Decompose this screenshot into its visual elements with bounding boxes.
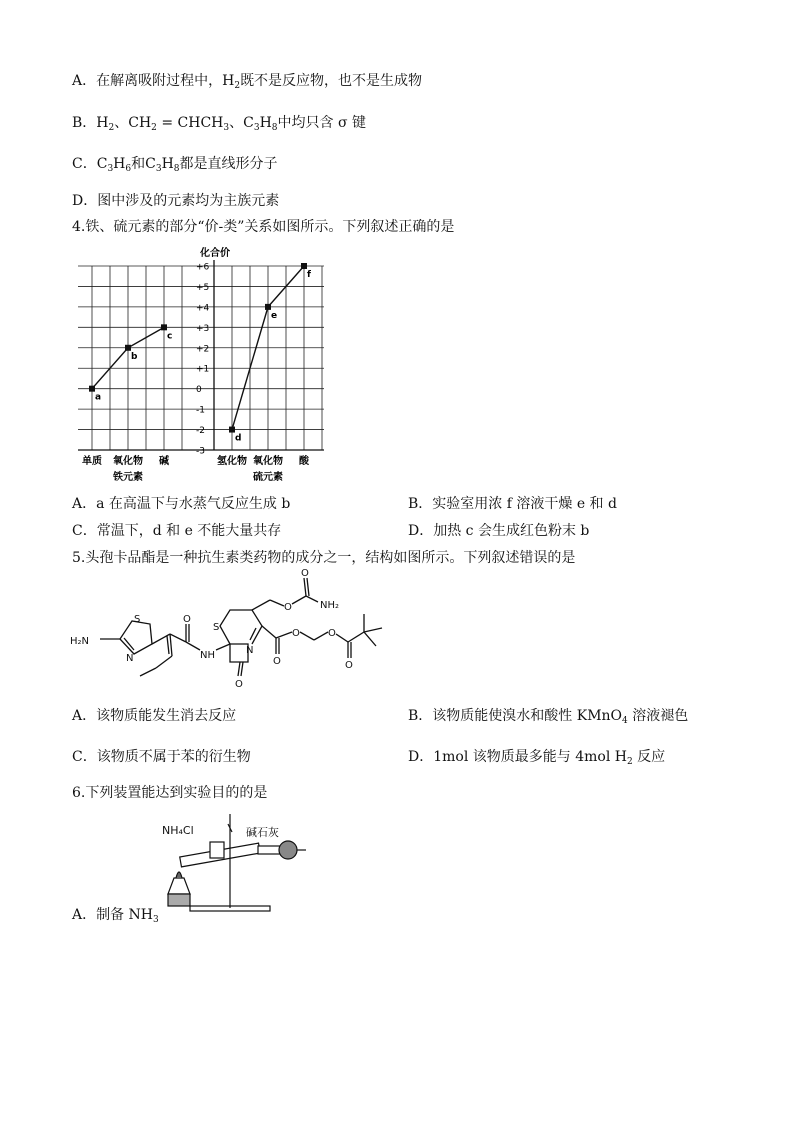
lamp-base [168,894,190,906]
point-d [229,427,235,433]
thiazine-ring [220,610,262,644]
q5-option-c: C．该物质不属于苯的衍生物 [72,749,251,765]
label-o-carbamate: O [301,568,309,579]
x-category-氢化物: 氢化物 [217,456,247,467]
q4-option-d: D．加热 c 会生成红色粉末 b [408,523,590,539]
x-category-碱: 碱 [159,456,169,467]
x-category-氧化物: 氧化物 [253,456,283,467]
label-o-amide: O [183,614,191,625]
y-tick-label: +2 [196,344,210,355]
q3-option-d: D．图中涉及的元素均为主族元素 [72,193,280,209]
y-axis-label: 化合价 [200,248,230,259]
drying-tube [258,846,280,854]
q5-stem: 5.头孢卡品酯是一种抗生素类药物的成分之一，结构如图所示。下列叙述错误的是 [72,550,576,566]
q3-option-a: A．在解离吸附过程中，$H_2$既不是反应物，也不是生成物 [72,73,423,91]
sulfur-group-label: 硫元素 [253,472,283,483]
point-label-f: f [307,270,311,280]
label-o-ether: O [284,602,292,613]
point-e [265,304,271,310]
y-tick-label: +6 [196,262,210,273]
x-category-labels [82,454,310,483]
y-tick-labels [196,263,210,457]
point-label-c: c [167,331,173,342]
q4-option-b: B．实验室用浓 f 溶液干燥 e 和 d [408,496,617,512]
label-lime: 碱石灰 [246,826,279,839]
q4-option-a: A．a 在高温下与水蒸气反应生成 b [72,496,291,512]
x-category-氧化物: 氧化物 [113,456,143,467]
q5-option-a: A．该物质能发生消去反应 [72,708,237,724]
q4-option-c: C．常温下，d 和 e 不能大量共存 [72,523,282,539]
iron-group-label: 铁元素 [113,472,143,483]
y-tick-label: -1 [196,405,205,416]
apparatus-svg [150,808,310,916]
point-a [89,386,95,392]
thiazole-ring [120,621,152,654]
label-o-ester: O [292,628,300,639]
label-s-thiazine: S [213,622,220,633]
point-label-a: a [95,392,102,403]
x-category-酸: 酸 [299,456,309,467]
cefcapene-structure [70,566,400,696]
q5-option-d: D．1mol 该物质最多能与 4mol $H_2$ 反应 [408,749,666,767]
label-o-lactam: O [235,679,243,690]
point-f [301,263,307,269]
y-tick-label: 0 [196,385,202,396]
lime-bulb [279,841,297,859]
point-label-e: e [271,310,278,321]
point-label-d: d [235,433,242,444]
label-n-lactam: N [246,645,254,656]
valence-class-chart-svg [72,246,332,486]
label-s-thiazole: S [134,614,141,625]
q3-option-b: B．$H_2$、$CH_2$ = $CHCH_3$、$C_3H_8$中均只含 σ 键 [72,115,366,133]
point-label-b: b [131,351,138,362]
clamp [210,842,224,858]
q3-option-c: C．$C_3H_6$和$C_3H_8$都是直线形分子 [72,156,278,174]
q5-option-b: B．该物质能使溴水和酸性 KMnO$_4$ 溶液褪色 [408,708,689,726]
point-b [125,345,131,351]
y-tick-label: +1 [196,364,210,375]
y-tick-label: +5 [196,282,210,293]
structure-svg [70,566,400,696]
y-tick-label: +3 [196,323,210,334]
label-o-ester-carbonyl: O [273,656,281,667]
y-tick-label: -3 [196,446,205,457]
nh3-apparatus [150,808,310,916]
point-c [161,324,167,330]
label-n-thiazole: N [126,653,134,664]
q6-stem: 6.下列装置能达到实验目的的是 [72,785,268,801]
alcohol-lamp [168,878,190,894]
x-category-单质: 单质 [82,456,102,467]
valence-class-chart [72,246,332,486]
y-tick-label: +4 [196,303,210,314]
q6-option-a: A．制备 $NH_3$ [72,907,159,925]
label-nh: NH [200,650,215,661]
label-nh2: NH₂ [320,600,340,611]
label-o-ester2: O [328,628,336,639]
label-h2n: H₂N [70,636,90,647]
q4-stem: 4.铁、硫元素的部分“价-类”关系如图所示。下列叙述正确的是 [72,219,455,235]
label-nh4cl: NH₄Cl [162,824,194,837]
y-tick-label: -2 [196,426,205,437]
label-o-pivaloyl: O [345,660,353,671]
